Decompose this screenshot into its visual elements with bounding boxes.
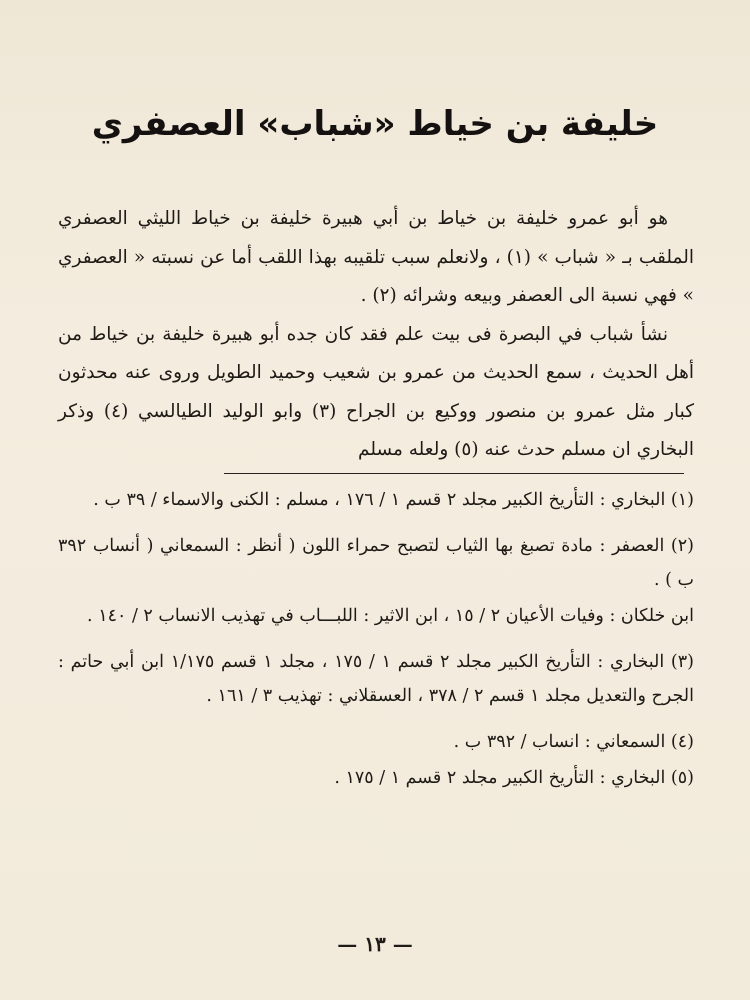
- footnote-separator: [224, 473, 684, 474]
- footnote-2: (٢) العصفر : مادة تصبغ بها الثياب لتصبح حمراء اللون ( أنظر : السمعاني ( أنساب ٣٩٢ ب ) .: [58, 536, 694, 590]
- paragraph: نشأ شباب في البصرة فى بيت علم فقد كان جده أبو هبيرة خليفة بن خياط من أهل الحديث ، سمع الحديث من عمرو بن شعيب وحميد الطويل وروى عنه محدثون كبار مثل عمرو بن منصور ووكيع بن الجراح (٣) وابو الوليد الطيالسي (٤) وذكر البخاري ان مسلم حدث عنه (٥) ولعله مسلم: [58, 323, 694, 460]
- footnote-4: (٤) السمعاني : انساب / ٣٩٢ ب .: [453, 732, 694, 752]
- footnote-2-continued: ابن خلكان : وفيات الأعيان ٢ / ١٥ ، ابن الاثير : اللبـــاب في تهذيب الانساب ٢ / ١٤٠ .: [87, 606, 694, 626]
- body-text: [58, 200, 694, 470]
- footnote-1: (١) البخاري : التأريخ الكبير مجلد ٢ قسم ١ / ١٧٦ ، مسلم : الكنى والاسماء / ٣٩ ب .: [93, 490, 694, 510]
- footnote-3: (٣) البخاري : التأريخ الكبير مجلد ٢ قسم ١ / ١٧٥ ، مجلد ١ قسم ١/١٧٥ ابن أبي حاتم : الجرح والتعديل مجلد ١ قسم ٢ / ٣٧٨ ، العسقلاني : تهذيب ٣ / ١٦١ .: [58, 652, 694, 706]
- footnotes: [58, 483, 694, 807]
- page-number: — ١٣ —: [337, 932, 413, 956]
- chapter-title: خليفة بن خياط «شباب» العصفري: [91, 104, 659, 144]
- footnote-5: (٥) البخاري : التأريخ الكبير مجلد ٢ قسم ١ / ١٧٥ .: [334, 768, 694, 788]
- paragraph: هو أبو عمرو خليفة بن خياط بن أبي هبيرة خليفة بن خياط الليثي العصفري الملقب بـ « شباب » (١) ، ولانعلم سبب تلقيبه بهذا اللقب أما عن نسبته « العصفري » فهي نسبة الى العصفر وبيعه وشرائه (٢) .: [58, 208, 694, 306]
